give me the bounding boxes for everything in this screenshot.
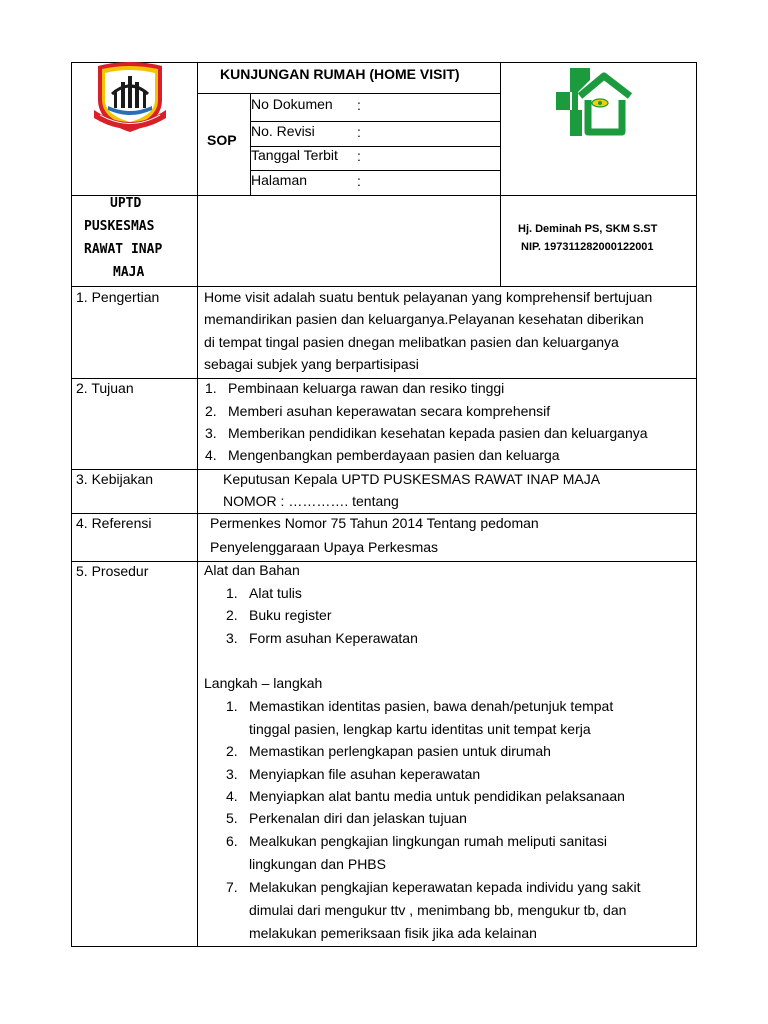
kebijakan-line-2: NOMOR : …………. tentang <box>223 493 399 509</box>
alat-item-2: Buku register <box>249 607 332 623</box>
tujuan-item-4: Mengenbangkan pemberdayaan pasien dan keluarga <box>228 447 560 463</box>
meta-colon-no-revisi: : <box>357 124 361 140</box>
signatory-nip: NIP. 197311282000122001 <box>521 241 654 253</box>
langkah-num-6: 6. <box>226 833 238 849</box>
alat-num-2: 2. <box>226 607 238 623</box>
uptd-bottom <box>71 286 697 287</box>
langkah-item-4: Menyiapkan alat bantu media untuk pendidikan pelaksanaan <box>249 788 625 804</box>
langkah-item-7-line-1: Melakukan pengkajian keperawatan kepada individu yang sakit <box>249 879 641 895</box>
row-label-prosedur: 5. Prosedur <box>76 563 149 579</box>
alat-item-3: Form asuhan Keperawatan <box>249 630 418 646</box>
pengertian-line-2: memandirikan pasien dan keluarganya.Pelayanan kesehatan diberikan <box>204 311 644 327</box>
kebijakan-line-1: Keputusan Kepala UPTD PUSKESMAS RAWAT INAP MAJA <box>223 471 601 487</box>
uptd-line-4: MAJA <box>113 265 145 280</box>
langkah-num-1: 1. <box>226 698 238 714</box>
border-right <box>696 62 697 947</box>
langkah-item-1-line-1: Memastikan identitas pasien, bawa denah/petunjuk tempat <box>249 698 614 714</box>
puskesmas-logo <box>556 66 636 138</box>
uptd-line-2: PUSKESMAS <box>84 219 155 234</box>
langkah-num-7: 7. <box>226 879 238 895</box>
pengertian-line-3: di tempat tingal pasien dnegan melibatkan pasien dan keluarganya <box>204 334 619 350</box>
langkah-item-2: Memastikan perlengkapan pasien untuk dirumah <box>249 743 551 759</box>
row-label-referensi: 4. Referensi <box>76 515 152 531</box>
prosedur-alat-heading: Alat dan Bahan <box>204 562 300 578</box>
row-label-tujuan: 2. Tujuan <box>76 380 134 396</box>
alat-item-1: Alat tulis <box>249 585 302 601</box>
row-label-kebijakan: 3. Kebijakan <box>76 471 154 487</box>
meta-label-no-revisi: No. Revisi <box>251 123 315 139</box>
langkah-num-2: 2. <box>226 743 238 759</box>
meta-label-no-dokumen: No Dokumen <box>251 96 333 112</box>
meta-colon-halaman: : <box>357 173 361 189</box>
langkah-item-5: Perkenalan diri dan jelaskan tujuan <box>249 810 467 826</box>
header-title-divider <box>197 93 500 94</box>
border-left <box>71 62 72 947</box>
border-bottom <box>71 946 697 947</box>
row-4-bottom <box>71 561 697 562</box>
langkah-item-7-line-3: melakukan pemeriksaan fisik jika ada kelainan <box>249 925 537 941</box>
district-seal-logo <box>90 60 170 136</box>
langkah-num-4: 4. <box>226 788 238 804</box>
tujuan-item-1: Pembinaan keluarga rawan dan resiko tinggi <box>228 380 505 396</box>
langkah-item-6-line-1: Mealkukan pengkajian lingkungan rumah meliputi sanitasi <box>249 833 607 849</box>
meta-label-halaman: Halaman <box>251 172 308 188</box>
pengertian-line-4: sebagai subjek yang berpartisipasi <box>204 356 419 372</box>
tujuan-num-1: 1. <box>205 380 217 396</box>
signatory-name: Hj. Deminah PS, SKM S.ST <box>518 223 658 235</box>
meta-colon-no-dokumen: : <box>357 97 361 113</box>
header-right-divider <box>500 62 501 286</box>
referensi-line-2: Penyelenggaraan Upaya Perkesmas <box>210 539 439 555</box>
prosedur-langkah-heading: Langkah – langkah <box>204 675 323 691</box>
header-bottom <box>71 195 697 196</box>
meta-colon-tanggal-terbit: : <box>357 148 361 164</box>
tujuan-num-2: 2. <box>205 403 217 419</box>
langkah-item-1-line-2: tinggal pasien, lengkap kartu identitas unit tempat kerja <box>249 721 591 737</box>
uptd-line-3: RAWAT INAP <box>84 242 163 257</box>
sop-label: SOP <box>207 132 237 148</box>
document-title: KUNJUNGAN RUMAH (HOME VISIT) <box>220 66 460 82</box>
langkah-num-5: 5. <box>226 810 238 826</box>
langkah-item-6-line-2: lingkungan dan PHBS <box>249 856 386 872</box>
tujuan-item-2: Memberi asuhan keperawatan secara komprehensif <box>228 403 551 419</box>
tujuan-num-3: 3. <box>205 425 217 441</box>
langkah-num-3: 3. <box>226 766 238 782</box>
column-divider <box>197 62 198 947</box>
alat-num-3: 3. <box>226 630 238 646</box>
langkah-item-3: Menyiapkan file asuhan keperawatan <box>249 766 481 782</box>
row-label-pengertian: 1. Pengertian <box>76 289 160 305</box>
tujuan-item-3: Memberikan pendidikan kesehatan kepada pasien dan keluarganya <box>228 425 648 441</box>
langkah-item-7-line-2: dimulai dari mengukur ttv , menimbang bb, mengukur tb, dan <box>249 902 627 918</box>
meta-label-tanggal-terbit: Tanggal Terbit <box>251 147 338 163</box>
uptd-line-1: UPTD <box>110 196 142 211</box>
tujuan-num-4: 4. <box>205 447 217 463</box>
referensi-line-1: Permenkes Nomor 75 Tahun 2014 Tentang pedoman <box>210 515 539 531</box>
pengertian-line-1: Home visit adalah suatu bentuk pelayanan yang komprehensif bertujuan <box>204 289 653 305</box>
alat-num-1: 1. <box>226 585 238 601</box>
